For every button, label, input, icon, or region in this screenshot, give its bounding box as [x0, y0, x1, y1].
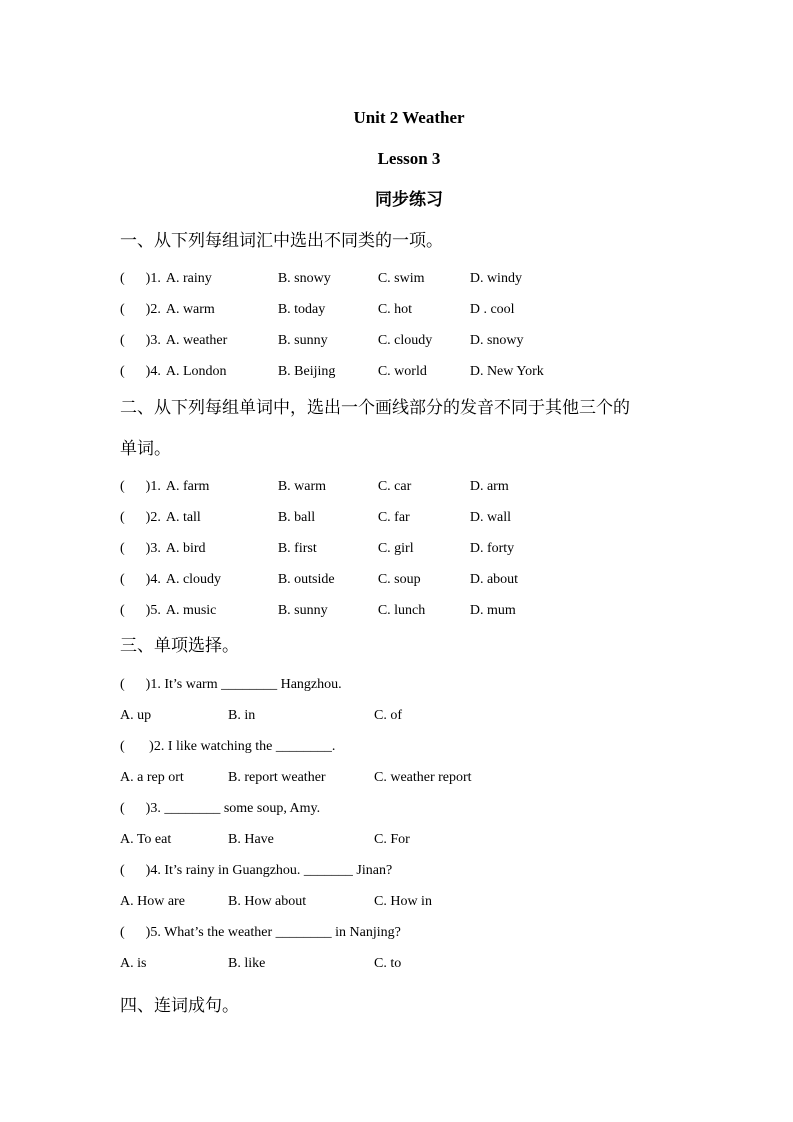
- choice-a: A. To eat: [120, 832, 172, 847]
- option-a: A. tall: [165, 510, 201, 525]
- option-a: A. bird: [165, 541, 206, 556]
- practice-title: 同步练习: [375, 190, 443, 209]
- question-line: ( )2. I like watching the ________.: [120, 739, 336, 754]
- question-row: [120, 533, 698, 564]
- option-b: B. ball: [277, 510, 316, 525]
- option-d: D . cool: [469, 302, 515, 317]
- option-d: D. mum: [469, 603, 516, 618]
- option-a: A. cloudy: [165, 572, 222, 587]
- choice-c: C. For: [374, 832, 410, 847]
- option-d: D. wall: [469, 510, 512, 525]
- option-b: B. warm: [277, 479, 327, 494]
- option-a: A. rainy: [165, 271, 212, 286]
- choice-c: C. of: [374, 708, 402, 723]
- choice-b: B. report weather: [228, 770, 326, 785]
- option-c: C. car: [377, 479, 412, 494]
- option-a: A. warm: [165, 302, 215, 317]
- option-c: C. hot: [377, 302, 413, 317]
- option-b: B. Beijing: [277, 364, 336, 379]
- answer-blank: ( )1.: [120, 271, 161, 286]
- answer-blank: ( )4.: [120, 572, 161, 587]
- choice-line: [120, 700, 698, 731]
- question-row: [120, 263, 698, 294]
- answer-blank: ( )3.: [120, 333, 161, 348]
- unit-title: Unit 2 Weather: [353, 108, 465, 127]
- option-a: A. London: [165, 364, 227, 379]
- question-row: [120, 564, 698, 595]
- question-line: ( )1. It’s warm ________ Hangzhou.: [120, 677, 342, 692]
- option-a: A. music: [165, 603, 217, 618]
- answer-blank: ( )5.: [120, 603, 161, 618]
- answer-blank: ( )2.: [120, 302, 161, 317]
- choice-c: C. How in: [374, 894, 432, 909]
- option-b: B. sunny: [277, 333, 328, 348]
- section2-heading-line1: 二、从下列每组单词中，选出一个画线部分的发音不同于其他三个的: [120, 398, 630, 417]
- section1-heading: 一、从下列每组词汇中选出不同类的一项。: [120, 231, 443, 250]
- option-d: D. forty: [469, 541, 515, 556]
- option-d: D. snowy: [469, 333, 524, 348]
- option-c: C. lunch: [377, 603, 426, 618]
- question-row: [120, 356, 698, 387]
- option-c: C. soup: [377, 572, 421, 587]
- option-b: B. snowy: [277, 271, 331, 286]
- title-block: [120, 97, 698, 220]
- option-b: B. sunny: [277, 603, 328, 618]
- choice-b: B. How about: [228, 894, 307, 909]
- choice-c: C. weather report: [374, 770, 472, 785]
- section1-rows: [120, 263, 698, 387]
- choice-c: C. to: [374, 956, 402, 971]
- choice-a: A. How are: [120, 894, 185, 909]
- section2-rows: [120, 471, 698, 626]
- question-row: [120, 325, 698, 356]
- option-d: D. about: [469, 572, 519, 587]
- option-c: C. swim: [377, 271, 425, 286]
- option-c: C. girl: [377, 541, 414, 556]
- question-line: ( )5. What’s the weather ________ in Nanjing?: [120, 925, 401, 940]
- option-c: C. far: [377, 510, 410, 525]
- option-d: D. New York: [469, 364, 544, 379]
- answer-blank: ( )3.: [120, 541, 161, 556]
- choice-b: B. in: [228, 708, 256, 723]
- section3-heading: 三、单项选择。: [120, 636, 239, 655]
- question-row: [120, 502, 698, 533]
- section3-questions: [120, 669, 698, 979]
- choice-line: [120, 948, 698, 979]
- option-b: B. today: [277, 302, 326, 317]
- choice-b: B. like: [228, 956, 266, 971]
- choice-a: A. is: [120, 956, 147, 971]
- choice-line: [120, 824, 698, 855]
- option-a: A. weather: [165, 333, 228, 348]
- question-line: ( )4. It’s rainy in Guangzhou. _______ Jinan?: [120, 863, 393, 878]
- option-c: C. world: [377, 364, 427, 379]
- question-row: [120, 294, 698, 325]
- option-b: B. outside: [277, 572, 335, 587]
- question-line: ( )3. ________ some soup, Amy.: [120, 801, 321, 816]
- option-d: D. windy: [469, 271, 522, 286]
- choice-b: B. Have: [228, 832, 274, 847]
- choice-line: [120, 886, 698, 917]
- answer-blank: ( )2.: [120, 510, 161, 525]
- answer-blank: ( )1.: [120, 479, 161, 494]
- option-c: C. cloudy: [377, 333, 433, 348]
- question-row: [120, 471, 698, 502]
- choice-line: [120, 762, 698, 793]
- choice-a: A. a rep ort: [120, 770, 184, 785]
- choice-a: A. up: [120, 708, 152, 723]
- answer-blank: ( )4.: [120, 364, 161, 379]
- question-row: [120, 595, 698, 626]
- section4-heading: 四、连词成句。: [120, 996, 239, 1015]
- section2-heading-line2: 单词。: [120, 439, 171, 458]
- option-a: A. farm: [165, 479, 210, 494]
- option-b: B. first: [277, 541, 317, 556]
- option-d: D. arm: [469, 479, 509, 494]
- lesson-title: Lesson 3: [377, 149, 441, 168]
